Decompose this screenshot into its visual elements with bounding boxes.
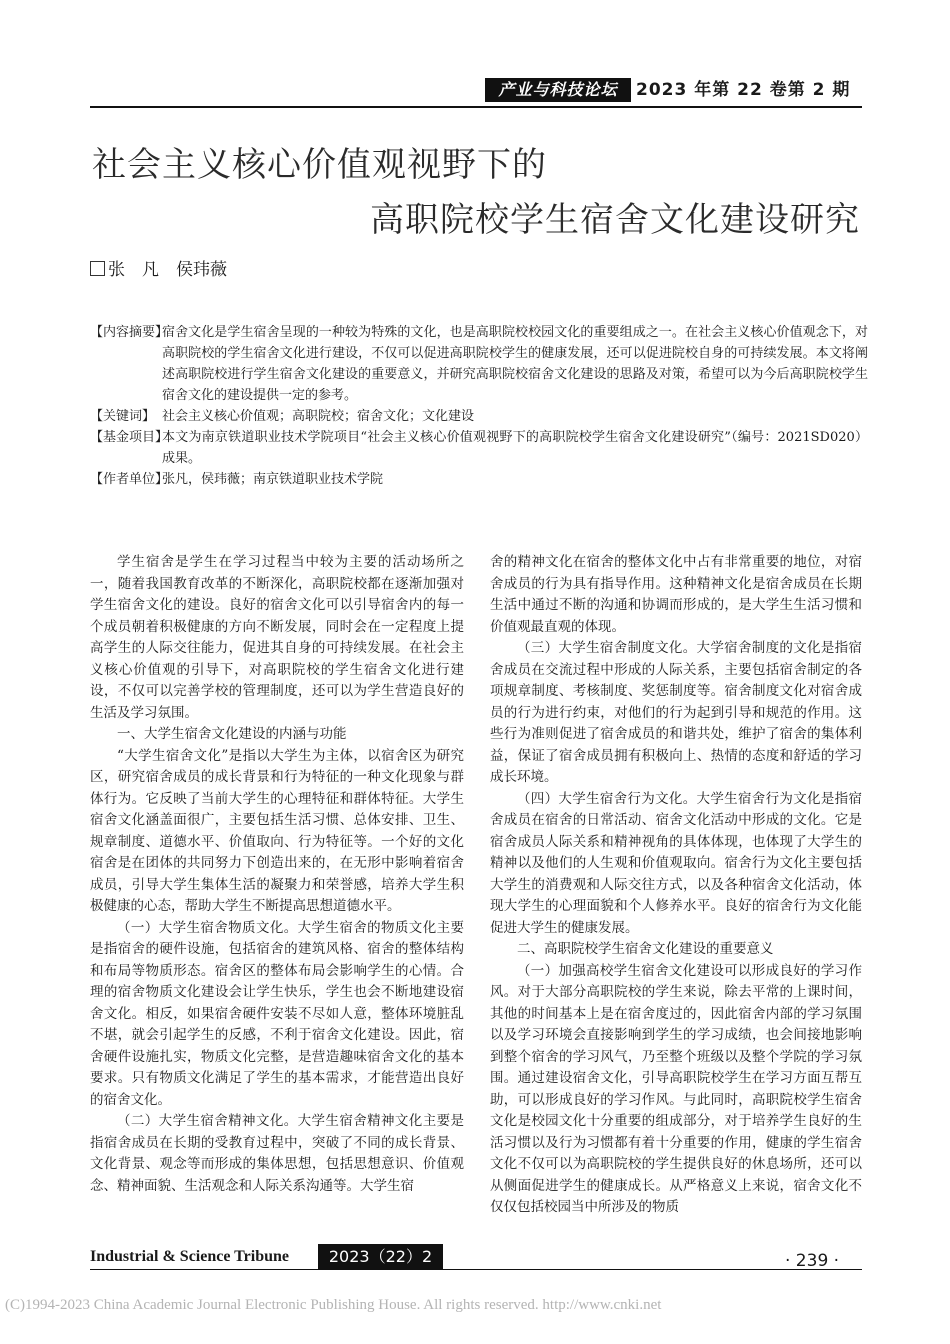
- body-column-left: [90, 552, 464, 1197]
- section-heading: 二、高职院校学生宿舍文化建设的重要意义: [517, 941, 774, 957]
- paragraph: （三）大学生宿舍制度文化。大学宿舍制度的文化是指宿舍成员在交流过程中形成的人际关系，主要包括宿舍制定的各项规章制度、考核制度、奖惩制度等。宿舍制度文化对宿舍成员的行为进行约束，对他们的行为起到引导和规范的作用。这些行为准则促进了宿舍成员的和谐共处，维护了宿舍的集体利益，保证了宿舍成员拥有积极向上、热情的态度和舒适的学习成长环境。: [490, 640, 862, 785]
- section-heading: 一、大学生宿舍文化建设的内涵与功能: [117, 726, 347, 742]
- fund-text: 本文为南京铁道职业技术学院项目“社会主义核心价值观视野下的高职院校学生宿舍文化建设研究”（编号：2021SD020）成果。: [162, 430, 868, 466]
- paragraph: “大学生宿舍文化”是指以大学生为主体，以宿舍区为研究区，研究宿舍成员的成长背景和行为特征的一种文化现象与群体行为。它反映了当前大学生的心理特征和群体特征。大学生宿舍文化涵盖面很广，主要包括生活习惯、总体安排、卫生、规章制度、道德水平、价值取向、行为特征等。一个好的文化宿舍是在团体的共同努力下创造出来的，在无形中影响着宿舍成员，引导大学生集体生活的凝聚力和荣誉感，培养大学生积极健康的心态，帮助大学生不断提高思想道德水平。: [90, 747, 464, 914]
- page-number: · 239 ·: [785, 1251, 840, 1271]
- affiliation-row: [90, 469, 868, 490]
- paragraph: （一）大学生宿舍物质文化。大学生宿舍的物质文化主要是指宿舍的硬件设施，包括宿舍的建筑风格、宿舍的整体结构和布局等物质形态。宿舍区的整体布局会影响学生的心情。合理的宿舍物质文化建设会让学生快乐，学生也会不断地建设宿舍文化。相反，如果宿舍硬件安装不尽如人意，整体环境脏乱不堪，就会引起学生的反感，不利于宿舍文化建设。因此，宿舍硬件设施扎实，物质文化完整，是营造趣味宿舍文化的基本要求。只有物质文化满足了学生的基本需求，才能营造出良好的宿舍文化。: [90, 919, 464, 1108]
- footer-issue-badge: 2023（22）2: [318, 1244, 443, 1270]
- fund-row: [90, 427, 868, 469]
- footer-journal-english: Industrial & Science Tribune: [90, 1248, 289, 1265]
- square-icon: [90, 261, 105, 276]
- article-title-line1: 社会主义核心价值观视野下的: [92, 145, 547, 185]
- paragraph: （一）加强高校学生宿舍文化建设可以形成良好的学习作风。对于大部分高职院校的学生来说，除去平常的上课时间，其他的时间基本上是在宿舍度过的，因此宿舍内部的学习氛围以及学习环境会直接影响到学生的学习成绩，也会间接地影响到整个宿舍的学习风气，乃至整个班级以及整个学院的学习氛围。通过建设宿舍文化，引导高职院校学生在学习方面互帮互助，可以形成良好的学习作风。与此同时，高职院校学生宿舍文化是校园文化十分重要的组成部分，对于培养学生良好的生活习惯以及行为习惯都有着十分重要的作用，健康的学生宿舍文化不仅可以为高职院校的学生提供良好的休息场所，还可以从侧面促进学生的健康成长。从严格意义上来说，宿舍文化不仅仅包括校园当中所涉及的物质: [490, 962, 862, 1215]
- paragraph-continued: 舍的精神文化在宿舍的整体文化中占有非常重要的地位，对宿舍成员的行为具有指导作用。这种精神文化是宿舍成员在长期生活中通过不断的沟通和协调而形成的，是大学生生活习惯和价值观最直观的体现。: [490, 554, 862, 635]
- footer-rule: [90, 1269, 862, 1270]
- issue-info: 2023 年第 22 卷第 2 期: [636, 80, 851, 100]
- authors: [90, 258, 227, 282]
- body-column-right: [490, 552, 862, 1219]
- affiliation-text: 张凡，侯玮薇；南京铁道职业技术学院: [162, 472, 384, 487]
- copyright-watermark: (C)1994-2023 China Academic Journal Electronic Publishing House. All rights reserved. http://www.cnki.net: [5, 1297, 662, 1313]
- keywords-text: 社会主义核心价值观；高职院校；宿舍文化；文化建设: [162, 409, 475, 424]
- journal-name-badge: 产业与科技论坛: [485, 78, 631, 102]
- keywords-label: 【关键词】: [90, 409, 156, 424]
- paragraph: （二）大学生宿舍精神文化。大学生宿舍精神文化主要是指宿舍成员在长期的受教育过程中，突破了不同的成长背景、文化背景、观念等而形成的集体思想，包括思想意识、价值观念、精神面貌、生活观念和人际关系沟通等。大学生宿: [90, 1113, 464, 1194]
- abstract-summary-row: [90, 322, 868, 406]
- summary-label: 【内容摘要】: [90, 325, 169, 340]
- affiliation-label: 【作者单位】: [90, 472, 169, 487]
- paragraph: 学生宿舍是学生在学习过程当中较为主要的活动场所之一，随着我国教育改革的不断深化，高职院校都在逐渐加强对学生宿舍文化的建设。良好的宿舍文化可以引导宿舍内的每一个成员朝着积极健康的方向不断发展，同时会在一定程度上提高学生的人际交往能力，促进其自身的可持续发展。在社会主义核心价值观的引导下，对高职院校的学生宿舍文化进行建设，不仅可以完善学校的管理制度，还可以为学生营造良好的生活及学习氛围。: [90, 554, 464, 721]
- summary-text: 宿舍文化是学生宿舍呈现的一种较为特殊的文化，也是高职院校校园文化的重要组成之一。在社会主义核心价值观念下，对高职院校的学生宿舍文化进行建设，不仅可以促进高职院校学生的健康发展，还可以促进院校自身的可持续发展。本文将阐述高职院校进行学生宿舍文化建设的重要意义，并研究高职院校宿舍文化建设的思路及对策，希望可以为今后高职院校学生宿舍文化的建设提供一定的参考。: [162, 325, 868, 403]
- header-rule: [90, 106, 862, 108]
- keywords-row: [90, 406, 868, 427]
- abstract-block: [90, 322, 868, 490]
- article-title-line2: 高职院校学生宿舍文化建设研究: [370, 200, 860, 240]
- author-names: 张 凡 侯玮薇: [108, 260, 227, 280]
- paragraph: （四）大学生宿舍行为文化。大学生宿舍行为文化是指宿舍成员在宿舍的日常活动、宿舍文化活动中形成的文化。它是宿舍成员人际关系和精神视角的具体体现，也体现了大学生的精神以及他们的人生观和价值观取向。宿舍行为文化主要包括大学生的消费观和人际交往方式，以及各种宿舍文化活动，体现大学生的心理面貌和个人修养水平。良好的宿舍行为文化能促进大学生的健康发展。: [490, 790, 862, 936]
- fund-label: 【基金项目】: [90, 430, 169, 445]
